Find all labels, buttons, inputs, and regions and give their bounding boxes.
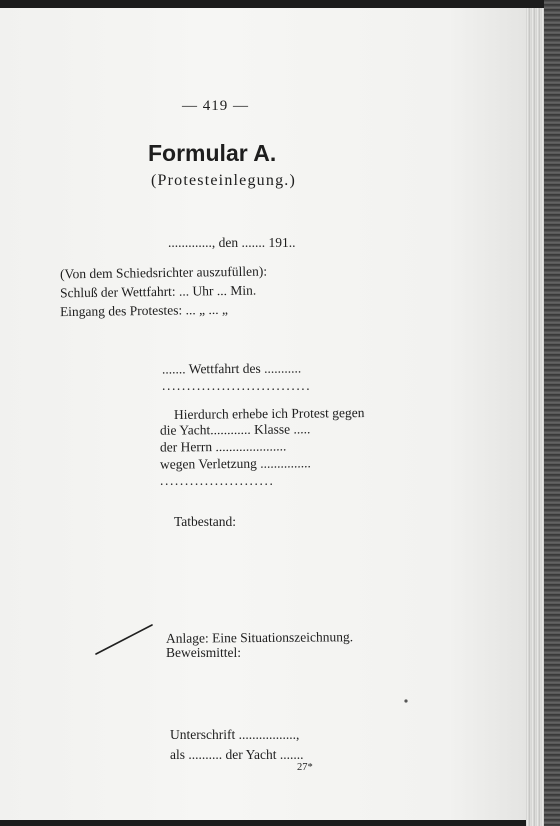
page-number: — 419 — bbox=[182, 98, 249, 114]
signature-mark: 27* bbox=[297, 762, 313, 773]
race-line: ....... Wettfahrt des ........... bbox=[161, 360, 302, 377]
violation-line: wegen Verletzung ............... bbox=[159, 455, 311, 472]
violation-line-continued: ....................... bbox=[160, 473, 275, 488]
date-line: ............., den ....... 191.. bbox=[168, 235, 296, 250]
owner-line: der Herrn ..................... bbox=[159, 438, 287, 455]
document-page bbox=[0, 8, 526, 820]
form-title: Formular A. bbox=[148, 140, 277, 166]
race-line-continued: .............................. bbox=[162, 378, 312, 393]
signature-line: Unterschrift ................., bbox=[170, 727, 300, 742]
form-subtitle: (Protesteinlegung.) bbox=[151, 172, 296, 189]
facts-heading: Tatbestand: bbox=[174, 514, 237, 529]
race-end-line: Schluß der Wettfahrt: ... Uhr ... Min. bbox=[59, 282, 257, 301]
yacht-class-line: die Yacht............ Klasse ..... bbox=[159, 421, 311, 438]
role-line: als .......... der Yacht ....... bbox=[170, 747, 304, 762]
referee-instruction: (Von dem Schiedsrichter auszufüllen): bbox=[59, 263, 268, 282]
attachment-line: Anlage: Eine Situationszeichnung. bbox=[165, 629, 354, 646]
pencil-stroke-mark bbox=[0, 8, 526, 820]
protest-receipt-line: Eingang des Protestes: ... „ ... „ bbox=[59, 301, 229, 320]
protest-statement: Hierdurch erhebe ich Protest gegen bbox=[173, 405, 365, 422]
evidence-line: Beweismittel: bbox=[166, 645, 241, 660]
book-spine-edge bbox=[544, 0, 560, 826]
